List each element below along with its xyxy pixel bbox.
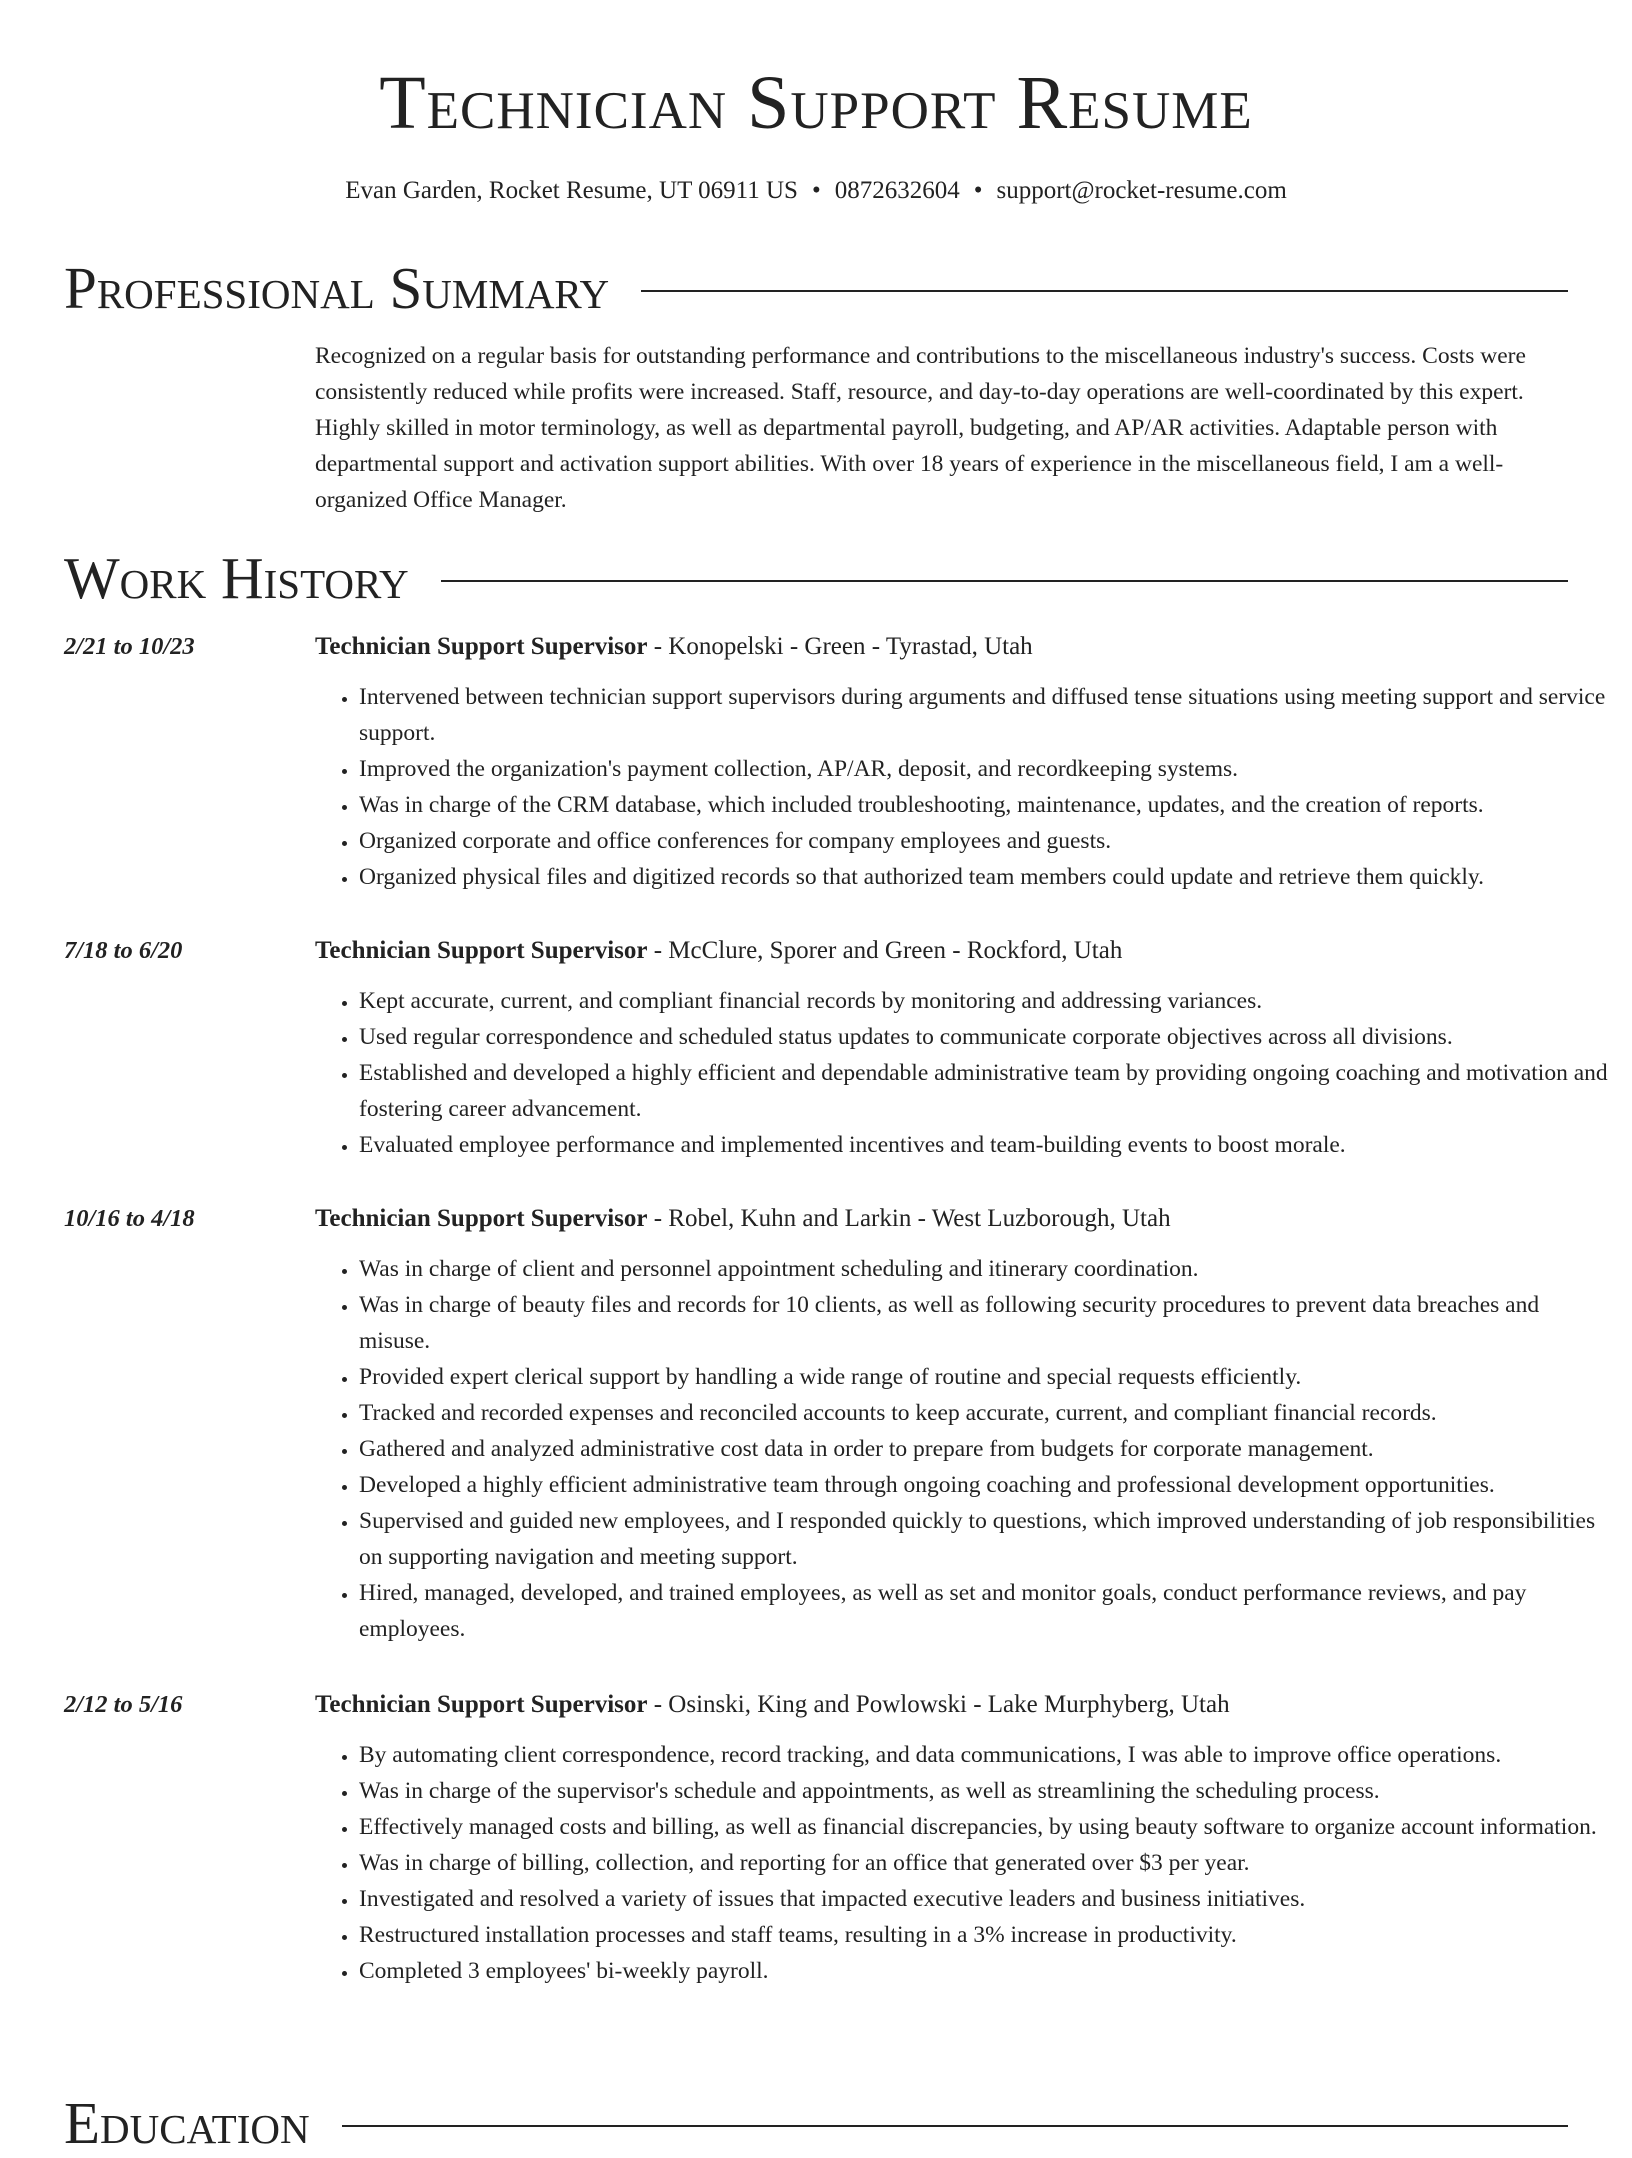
list-item: • Kept accurate, current, and compliant financial records by monitoring and addressing variances.: [359, 983, 1612, 1019]
job-employer-location: - Robel, Kuhn and Larkin - West Luzborough, Utah: [647, 1205, 1171, 1232]
list-item: • Was in charge of the supervisor's schedule and appointments, as well as streamlining the scheduling process.: [359, 1773, 1612, 1809]
document-title: Technician Support Resume: [379, 61, 1253, 145]
list-item: • Gathered and analyzed administrative cost data in order to prepare from budgets for corporate management.: [359, 1431, 1612, 1467]
list-item: • Used regular correspondence and scheduled status updates to communicate corporate objectives across all divisions.: [359, 1019, 1612, 1055]
summary-heading: Professional Summary: [64, 255, 610, 321]
list-item: • Organized physical files and digitized records so that authorized team members could update and retrieve them quickly.: [359, 859, 1612, 895]
work-history-heading: Work History: [64, 545, 409, 611]
job-bullets: [315, 983, 1612, 1163]
list-item: • By automating client correspondence, record tracking, and data communications, I was able to improve office operations.: [359, 1737, 1612, 1773]
list-item: • Established and developed a highly efficient and dependable administrative team by providing ongoing coaching and motivation and fostering career advancement.: [359, 1055, 1612, 1127]
job-role: Technician Support Supervisor: [315, 633, 648, 660]
list-item: • Hired, managed, developed, and trained employees, as well as set and monitor goals, conduct performance reviews, and pay employees.: [359, 1575, 1612, 1647]
job-heading: [315, 1687, 1568, 1723]
contact-phone: 0872632604: [834, 177, 960, 204]
list-item: • Was in charge of client and personnel appointment scheduling and itinerary coordination.: [359, 1251, 1612, 1287]
education-heading: Education: [64, 2090, 310, 2156]
list-item: • Investigated and resolved a variety of issues that impacted executive leaders and business initiatives.: [359, 1881, 1612, 1917]
contact-separator: •: [973, 177, 983, 204]
job-role: Technician Support Supervisor: [315, 937, 648, 964]
work-history-section-header: [64, 543, 1568, 613]
list-item: • Completed 3 employees' bi-weekly payroll.: [359, 1953, 1612, 1989]
contact-address: Evan Garden, Rocket Resume, UT 06911 US: [345, 177, 798, 204]
job-employer-location: - McClure, Sporer and Green - Rockford, Utah: [647, 937, 1123, 964]
education-section-header: [64, 2088, 1568, 2158]
list-item: • Tracked and recorded expenses and reconciled accounts to keep accurate, current, and compliant financial records.: [359, 1395, 1612, 1431]
list-item: • Was in charge of beauty files and records for 10 clients, as well as following security procedures to prevent data breaches and misuse.: [359, 1287, 1612, 1359]
section-divider: [641, 290, 1568, 292]
job-heading: [315, 629, 1568, 665]
job-dates: 2/21 to 10/23: [64, 633, 195, 660]
list-item: • Was in charge of billing, collection, and reporting for an office that generated over $3 per year.: [359, 1845, 1612, 1881]
contact-email: support@rocket-resume.com: [996, 177, 1287, 204]
job-dates: 7/18 to 6/20: [64, 937, 183, 964]
job-bullets: [315, 679, 1612, 895]
section-divider: [342, 2125, 1568, 2127]
contact-separator: •: [811, 177, 821, 204]
list-item: • Was in charge of the CRM database, which included troubleshooting, maintenance, updates, and the creation of reports.: [359, 787, 1612, 823]
list-item: • Effectively managed costs and billing, as well as financial discrepancies, by using beauty software to organize account information.: [359, 1809, 1612, 1845]
job-employer-location: - Osinski, King and Powlowski - Lake Murphyberg, Utah: [647, 1691, 1230, 1718]
list-item: • Evaluated employee performance and implemented incentives and team-building events to boost morale.: [359, 1127, 1612, 1163]
job-heading: [315, 933, 1568, 969]
summary-section-header: [64, 253, 1568, 323]
contact-line: [0, 174, 1632, 208]
list-item: • Developed a highly efficient administrative team through ongoing coaching and professional development opportunities.: [359, 1467, 1612, 1503]
list-item: • Improved the organization's payment collection, AP/AR, deposit, and recordkeeping systems.: [359, 751, 1612, 787]
job-dates: 2/12 to 5/16: [64, 1691, 183, 1718]
list-item: • Organized corporate and office conferences for company employees and guests.: [359, 823, 1612, 859]
job-bullets: [315, 1737, 1612, 1989]
job-role: Technician Support Supervisor: [315, 1691, 648, 1718]
job-dates: 10/16 to 4/18: [64, 1205, 195, 1232]
list-item: • Restructured installation processes and staff teams, resulting in a 3% increase in productivity.: [359, 1917, 1612, 1953]
job-bullets: [315, 1251, 1612, 1647]
list-item: • Provided expert clerical support by handling a wide range of routine and special requests efficiently.: [359, 1359, 1612, 1395]
list-item: • Intervened between technician support supervisors during arguments and diffused tense situations using meeting support and service support.: [359, 679, 1612, 751]
job-heading: [315, 1201, 1568, 1237]
summary-text: Recognized on a regular basis for outstanding performance and contributions to the miscellaneous industry's success. Costs were consistently reduced while profits were increased. Staff, resource, and day-to-day operations are well-coordinated by this expert. Highly skilled in motor terminology, as well as departmental payroll, budgeting, and AP/AR activities. Adaptable person with departmental support and activation support abilities. With over 18 years of experience in the miscellaneous field, I am a well-organized Office Manager.: [315, 343, 1526, 513]
job-role: Technician Support Supervisor: [315, 1205, 648, 1232]
list-item: • Supervised and guided new employees, and I responded quickly to questions, which improved understanding of job responsibilities on supporting navigation and meeting support.: [359, 1503, 1612, 1575]
job-employer-location: - Konopelski - Green - Tyrastad, Utah: [647, 633, 1033, 660]
section-divider: [441, 580, 1568, 582]
